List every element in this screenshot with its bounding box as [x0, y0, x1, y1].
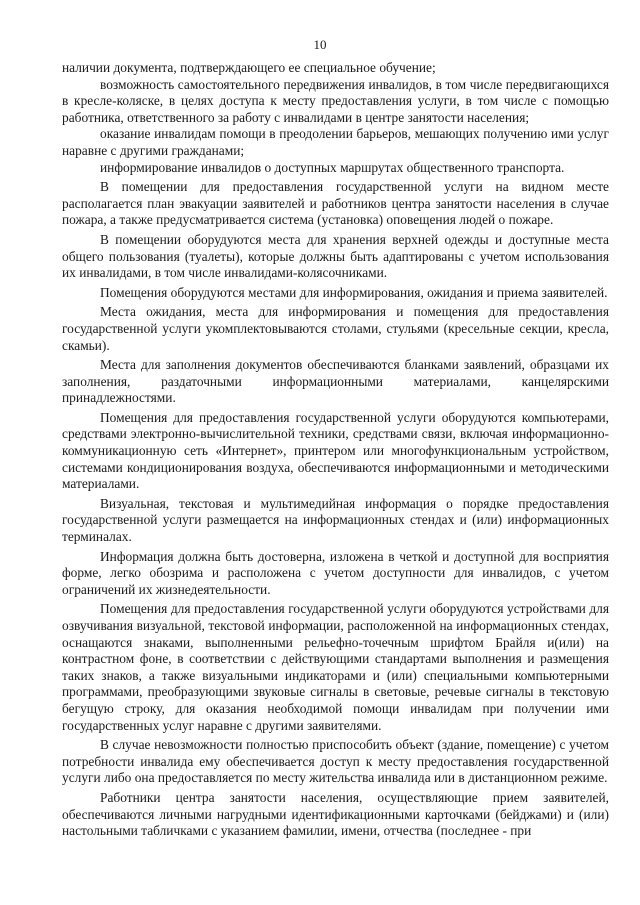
- paragraph-9: Места для заполнения документов обеспечиваются бланками заявлений, образцами их заполнения, раздаточными информационными материалами, канцелярскими принадлежностями.: [62, 357, 609, 406]
- page-number: 10: [313, 37, 327, 52]
- paragraph-15: Работники центра занятости населения, осуществляющие прием заявителей, обеспечиваются личными нагрудными идентификационными карточками (бейджами) и (или) настольными табличками с указанием фамилии, имени, отчества (последнее - при: [62, 789, 609, 839]
- paragraph-13: Помещения для предоставления государственной услуги оборудуются устройствами для озвучивания визуальной, текстовой информации, расположенной на информационных стендах, оснащаются знаками, выполненными рельефно-точечным шрифтом Брайля и(или) на контрастном фоне, в соответствии с действующими стандартами выполнения и размещения таких знаков, а также визуальными индикаторами и (или) специальными компьютерными программами, преобразующими звуковые сигналы в световые, речевые сигналы в текстовую бегущую строку, для оказания необходимой помощи инвалидам при получении ими государственных услуг наравне с другими заявителями.: [62, 601, 609, 733]
- paragraph-12: Информация должна быть достоверна, изложена в четкой и доступной для восприятия форме, легко обозрима и расположена с учетом доступности для инвалидов, с учетом ограничений их жизнедеятельности.: [62, 548, 609, 597]
- paragraph-6: В помещении оборудуются места для хранения верхней одежды и доступные места общего пользования (туалеты), которые должны быть адаптированы с учетом использования их инвалидами, в том числе инвалидами-колясочниками.: [62, 231, 609, 281]
- paragraph-3: оказание инвалидам помощи в преодолении барьеров, мешающих получению ими услуг наравне с другими гражданами;: [62, 126, 609, 158]
- paragraph-8: Места ожидания, места для информирования и помещения для предоставления государственной услуги укомплектовываются столами, стульями (кресельные секции, кресла, скамьи).: [62, 304, 609, 353]
- paragraph-7: Помещения оборудуются местами для информирования, ожидания и приема заявителей.: [100, 284, 608, 300]
- paragraph-11: Визуальная, текстовая и мультимедийная информация о порядке предоставления государственной услуги размещается на информационных стендах и (или) информационных терминалах.: [62, 495, 609, 545]
- paragraph-2: возможность самостоятельного передвижения инвалидов, в том числе передвигающихся в кресле-коляске, в целях доступа к месту предоставления услуги, в том числе с помощью работника, ответственного за работу с инвалидами в центре занятости населения;: [62, 76, 609, 125]
- body-text: [62, 60, 609, 840]
- paragraph-10: Помещения для предоставления государственной услуги оборудуются компьютерами, средствами электронно-вычислительной техники, средствами связи, включая информационно-коммуникационную сеть «Интернет», принтером или многофункциональным устройством, системами кондиционирования воздуха, обеспечиваются информационными и методическими материалами.: [62, 409, 609, 492]
- paragraph-14: В случае невозможности полностью приспособить объект (здание, помещение) с учетом потребности инвалида ему обеспечивается доступ к месту предоставления государственной услуги либо она предоставляется по месту жительства инвалида или в дистанционном режиме.: [62, 737, 609, 786]
- paragraph-5: В помещении для предоставления государственной услуги на видном месте располагается план эвакуации заявителей и работников центра занятости населения в случае пожара, а также предусматривается система (установка) оповещения людей о пожаре.: [62, 179, 609, 228]
- paragraph-1: наличии документа, подтверждающего ее специальное обучение;: [62, 60, 436, 75]
- paragraph-4: информирование инвалидов о доступных маршрутах общественного транспорта.: [100, 159, 565, 175]
